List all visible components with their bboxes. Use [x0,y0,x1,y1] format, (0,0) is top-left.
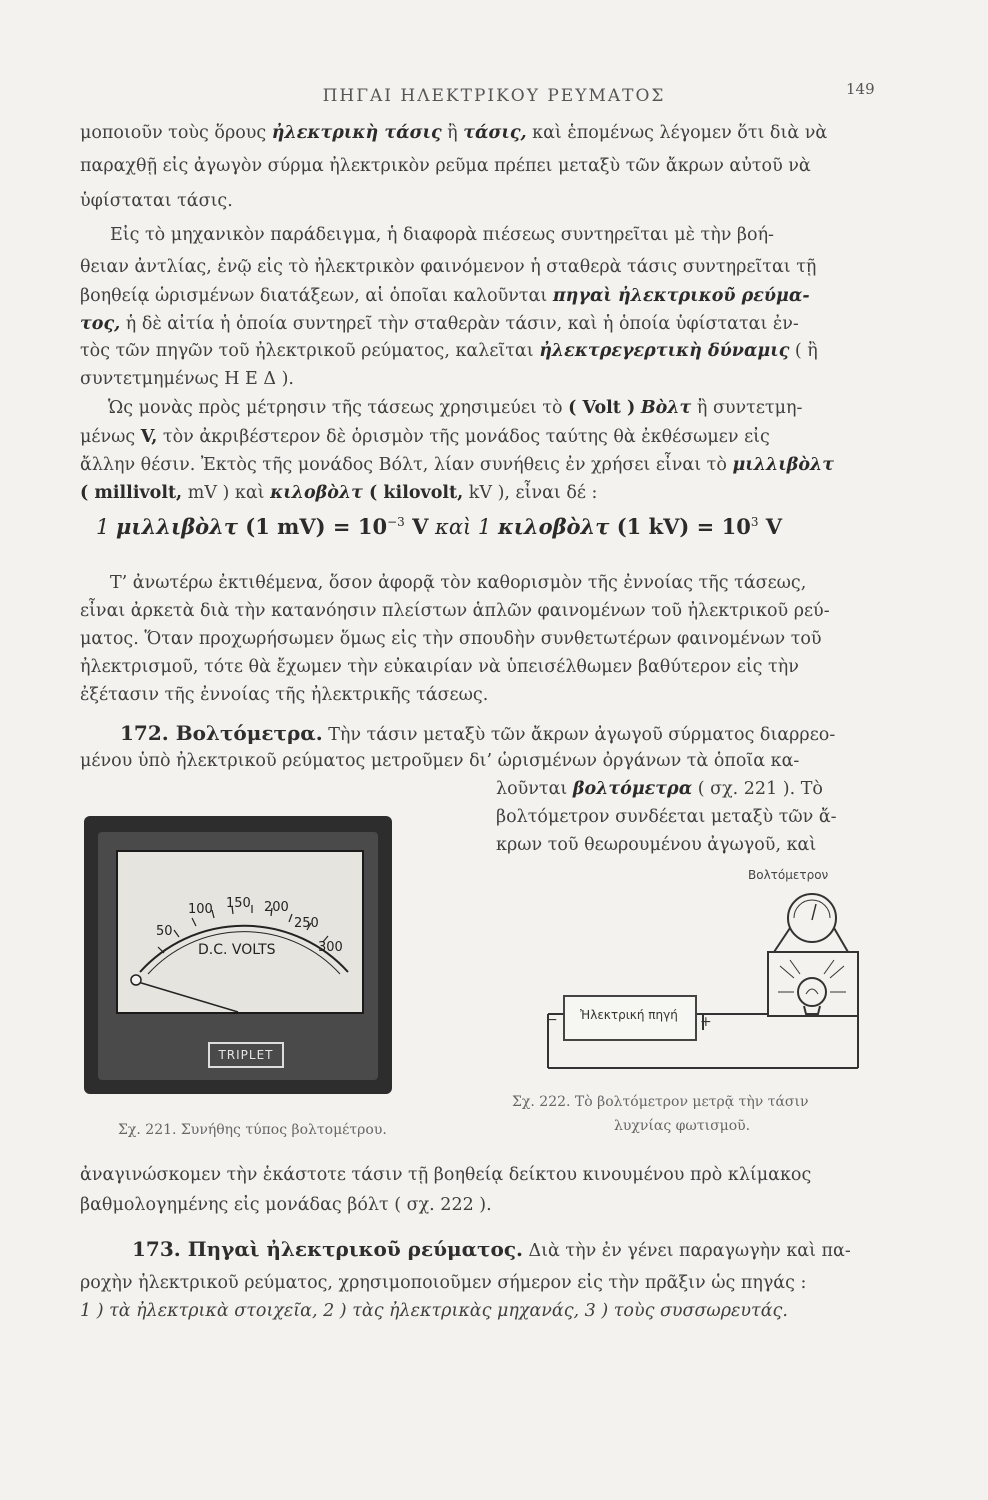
eq-part: V [404,514,429,539]
section-title: Πηγαὶ ἠλεκτρικοῦ ρεύματος. [187,1237,523,1261]
scale-label: 150 [226,896,251,911]
text-line: συντετμημένως Η Ε Δ ). [80,369,294,389]
text-line [80,426,770,449]
dial-units-label: D.C. VOLTS [198,942,276,958]
section-number: 173. [132,1237,188,1261]
text-line [80,454,834,477]
term-fragment: τος, [80,314,121,334]
text-line [496,778,823,801]
figure-222-caption: Σχ. 222. Τὸ βολτόμετρον μετρᾷ τὴν τάσιν [512,1094,809,1110]
text-line: Εἰς τὸ μηχανικὸν παράδειγμα, ἡ διαφορὰ πιέσεως συντηρεῖται μὲ τὴν βοή- [110,225,774,245]
eq-part: V [758,514,783,539]
term-millivolt-en: ( millivolt, [80,483,183,503]
text-line: ὑφίσταται τάσις. [80,191,233,211]
term-emf: ἠλεκτρεγερτικὴ δύναμις [539,341,790,361]
eq-part: (1 kV) = 10 [609,514,751,539]
meter-bezel [98,832,378,1080]
text-line [80,340,818,363]
voltmeter-photo [84,816,392,1094]
figure-222-caption-cont: λυχνίας φωτισμοῦ. [614,1118,751,1134]
text-span: ἢ [441,123,464,143]
text-span: ἄλλην θέσιν. Ἐκτὸς τῆς μονάδος Βόλτ, λίαν συνήθεις ἐν χρήσει εἶναι τὸ [80,455,733,475]
voltmeter-label: Βολτόμετρον [748,868,829,882]
term-tasis: τάσις, [463,123,527,143]
scale-label: 300 [318,940,343,955]
text-line [80,285,810,308]
text-line [108,397,802,420]
text-span: μένως [80,427,141,447]
scale-label: 50 [156,924,173,939]
term-volt: ( Volt ) [568,398,636,418]
term-kilovolt-en: ( kilovolt, [362,483,464,503]
eq-exponent: 3 [750,515,759,529]
text-line: ροχὴν ἠλεκτρικοῦ ρεύματος, χρησιμοποιοῦμεν σήμερον εἰς τὴν πρᾶξιν ὡς πηγάς : [80,1273,807,1293]
text-line: βολτόμετρον συνδέεται μεταξὺ τῶν ἄ- [496,807,837,827]
section-title: Βολτόμετρα. [175,721,323,745]
plus-terminal: + [700,1014,712,1030]
term-kilovolt: κιλοβὸλτ [270,483,363,503]
text-line: μένου ὑπὸ ἠλεκτρικοῦ ρεύματος μετροῦμεν δι’ ὡρισμένων ὀργάνων τὰ ὁποῖα κα- [80,751,800,771]
text-line: κρων τοῦ θεωρουμένου ἀγωγοῦ, καὶ [496,835,817,855]
text-span: Τὴν τάσιν μεταξὺ τῶν ἄκρων ἀγωγοῦ σύρματος διαρρεο- [322,725,836,745]
eq-exponent: −3 [387,515,405,529]
section-number: 172. [120,721,176,745]
power-source-label: Ἠλεκτρική πηγή [580,1008,678,1022]
eq-part: 1 [96,515,117,539]
eq-kilovolt: κιλοβὸλτ [497,514,610,539]
text-span: τὸς τῶν πηγῶν τοῦ ἠλεκτρικοῦ ρεύματος, καλεῖται [80,341,540,361]
text-line [80,482,597,505]
text-span: βοηθείᾳ ὡρισμένων διατάξεων, αἱ ὁποῖαι καλοῦνται [80,286,553,306]
text-span: Διὰ τὴν ἐν γένει παραγωγὴν καὶ πα- [522,1241,851,1261]
text-line [80,122,827,145]
minus-terminal: − [546,1012,558,1028]
text-line: βαθμολογημένης εἰς μονάδας βόλτ ( σχ. 222 ). [80,1195,492,1215]
section-heading-173 [132,1238,851,1263]
meter-dial [116,850,364,1014]
text-span: ἡ δὲ αἰτία ἡ ὁποία συντηρεῖ τὴν σταθερὰν τάσιν, καὶ ἡ ὁποία ὑφίσταται ἐν- [120,314,799,334]
unit-equation [96,514,782,539]
eq-millivolt: μιλλιβὸλτ [116,514,238,539]
term-millivolt: μιλλιβὸλτ [732,455,835,475]
section-heading-172 [120,722,835,747]
eq-part: καὶ [428,515,478,539]
running-header: ΠΗΓΑΙ ΗΛΕΚΤΡΙΚΟΥ ΡΕΥΜΑΤΟΣ [322,86,666,106]
eq-part: 1 [477,515,498,539]
text-line: 1 ) τὰ ἠλεκτρικὰ στοιχεῖα, 2 ) τὰς ἠλεκτρικὰς μηχανάς, 3 ) τοὺς συσσωρευτάς. [80,1301,788,1321]
text-span: μοποιοῦν τοὺς ὅρους [80,123,272,143]
text-line: παραχθῇ εἰς ἀγωγὸν σύρμα ἠλεκτρικὸν ρεῦμα πρέπει μεταξὺ τῶν ἄκρων αὐτοῦ νὰ [80,156,811,176]
text-span: Ὡς μονὰς πρὸς μέτρησιν τῆς τάσεως χρησιμεύει τὸ [108,398,569,418]
term-current-sources: πηγαὶ ἠλεκτρικοῦ ρεύμα- [552,286,810,306]
text-line: ἐξέτασιν τῆς ἐννοίας τῆς ἠλεκτρικῆς τάσεως. [80,685,489,705]
text-line: εἶναι ἀρκετὰ διὰ τὴν κατανόησιν πλείστων ἁπλῶν φαινομένων τοῦ ἠλεκτρικοῦ ρεύ- [80,601,830,621]
scale-label: 250 [294,916,319,931]
text-line: Τ’ ἀνωτέρω ἐκτιθέμενα, ὅσον ἀφορᾷ τὸν καθορισμὸν τῆς ἐννοίας τῆς τάσεως, [110,573,807,593]
text-span: mV ) καὶ [182,483,271,503]
term-v: V, [140,427,158,447]
text-line [80,313,799,336]
text-line: ἠλεκτρισμοῦ, τότε θὰ ἔχωμεν τὴν εὐκαιρίαν νὰ ὑπεισέλθωμεν βαθύτερον εἰς τὴν [80,657,799,677]
text-span: ( σχ. 221 ). Τὸ [692,779,823,799]
meter-brand: TRIPLET [208,1042,284,1068]
text-span: λοῦνται [496,779,573,799]
term-voltmeters: βολτόμετρα [572,779,693,799]
scale-label: 200 [264,900,289,915]
text-line: ἀναγινώσκομεν τὴν ἑκάστοτε τάσιν τῇ βοηθείᾳ δείκτου κινουμένου πρὸ κλίμακος [80,1165,812,1185]
term-voltage: ἠλεκτρικὴ τάσις [271,123,442,143]
page-number: 149 [846,80,875,98]
eq-part: (1 mV) = 10 [238,514,388,539]
dial-scale-icon [118,852,362,1012]
text-line: ματος. Ὅταν προχωρήσωμεν ὅμως εἰς τὴν σπουδὴν συνθετωτέρων φαινομένων τοῦ [80,629,822,649]
text-span: ( ἢ [789,341,818,361]
text-span: τὸν ἀκριβέστερον δὲ ὁρισμὸν τῆς μονάδος ταύτης θὰ ἐκθέσωμεν εἰς [157,427,770,447]
text-span: καὶ ἑπομένως λέγομεν ὅτι διὰ νὰ [526,123,828,143]
circuit-diagram [540,880,870,1070]
text-line: θειαν ἀντλίας, ἐνῷ εἰς τὸ ἠλεκτρικὸν φαινόμενον ἡ σταθερὰ τάσις συντηρεῖται τῇ [80,257,817,277]
term-volt-greek: Βὸλτ [640,398,692,418]
scale-label: 100 [188,902,213,917]
text-span: kV ), εἶναι δέ : [463,483,598,503]
figure-221-caption: Σχ. 221. Συνήθης τύπος βολτομέτρου. [118,1122,387,1138]
text-span: ἢ συντετμη- [691,398,803,418]
